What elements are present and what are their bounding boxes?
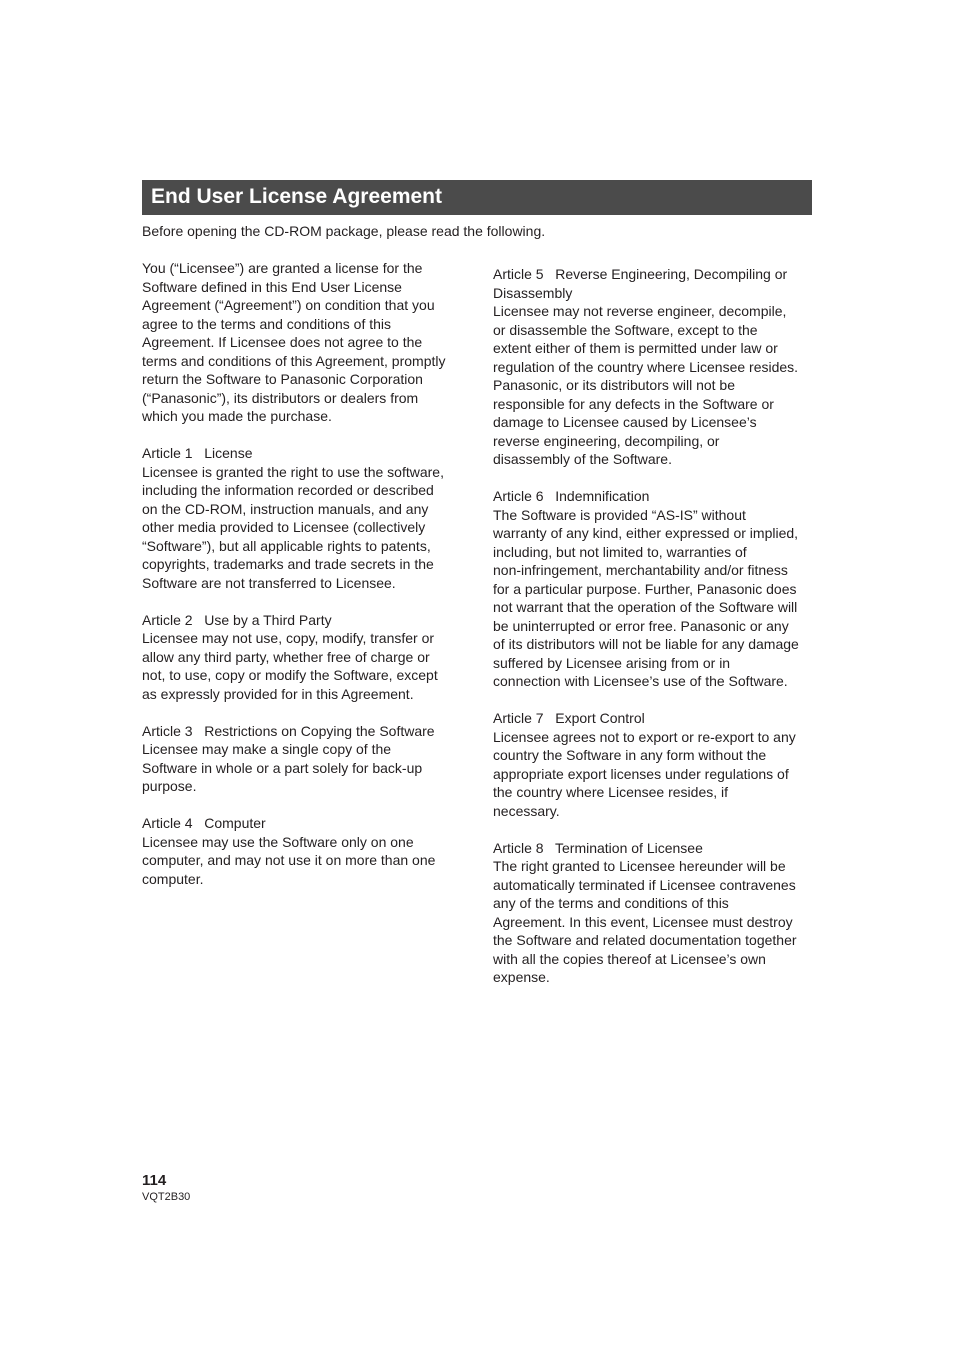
document-code: VQT2B30	[142, 1191, 191, 1203]
page-number: 114	[142, 1172, 167, 1189]
article-number: Article 3	[142, 722, 193, 739]
article-title: License	[204, 445, 253, 461]
article-title: Computer	[204, 815, 266, 831]
article-heading	[493, 265, 815, 302]
article-title: Indemnification	[555, 488, 650, 504]
article-number: Article 8	[493, 839, 544, 856]
article-body: Licensee may make a single copy of the Software in whole or a part solely for back-up purpose.	[142, 741, 423, 794]
article-number: Article 6	[493, 488, 544, 504]
article-title: Use by a Third Party	[204, 611, 332, 628]
article-3	[142, 722, 464, 796]
article-body: Licensee agrees not to export or re-export to any country the Software in any form without the appropriate export licenses under regulations of the country where Licensee resides, if necessary.	[493, 728, 796, 819]
article-number: Article 4	[142, 815, 193, 831]
article-2	[142, 611, 464, 704]
article-title: Export Control	[555, 710, 645, 726]
article-4	[142, 814, 464, 888]
right-column	[493, 265, 815, 1005]
article-heading	[493, 709, 815, 728]
article-1	[142, 444, 464, 592]
page-title: End User License Agreement	[151, 185, 442, 208]
title-bar	[142, 180, 812, 215]
article-7	[493, 709, 815, 820]
article-number: Article 5	[493, 266, 544, 282]
article-number: Article 1	[142, 445, 193, 461]
article-body: Licensee may not use, copy, modify, transfer or allow any third party, whether free of charge or not, to use, copy or modify the Software, except as expressly provided for in this Agreement.	[142, 630, 438, 702]
article-8	[493, 839, 815, 987]
article-body: Licensee is granted the right to use the software, including the information recorded or described on the CD-ROM, instruction manuals, and any other media provided to Licensee (collectively “Software”), but all applicable rights to patents, copyrights, trademarks and trade secrets in the Software are not transferred to Licensee.	[142, 463, 444, 591]
article-heading	[142, 814, 464, 833]
article-body: Licensee may use the Software only on one computer, and may not use it on more than one computer.	[142, 833, 436, 887]
article-title: Restrictions on Copying the Software	[204, 722, 435, 739]
article-body: The Software is provided “AS-IS” without warranty of any kind, either expressed or implied, including, but not limited to, warranties of non-infringement, merchantability and/or fitness for a particular purpose. Further, Panasonic does not warrant that the operation of the Software will be uninterrupted or error free. Panasonic or any of its distributors will not be liable for any damage suffered by Licensee arising from or in connection with Licensee’s use of the Software.	[493, 506, 799, 689]
article-body: The right granted to Licensee hereunder will be automatically terminated if Licensee contravenes any of the terms and conditions of this Agreement. In this event, Licensee must destroy the Software and related documentation together with all the copies thereof at Licensee’s own expense.	[493, 858, 797, 985]
article-heading	[142, 611, 464, 630]
article-number: Article 7	[493, 710, 544, 726]
article-heading	[142, 444, 464, 463]
article-heading	[142, 722, 464, 741]
article-6	[493, 487, 815, 691]
article-heading	[493, 487, 815, 506]
article-5	[493, 265, 815, 469]
article-title: Reverse Engineering, Decompiling or Disassembly	[493, 266, 788, 301]
preamble: You (“Licensee”) are granted a license for the Software defined in this End User License Agreement (“Agreement”) on condition that you agree to the terms and conditions of this Agreement. If Licensee does not agree to the terms and conditions of this Agreement, promptly return the Software to Panasonic Corporation (“Panasonic”), its distributors or dealers from which you made the purchase.	[142, 260, 446, 424]
left-column	[142, 259, 464, 907]
article-title: Termination of Licensee	[555, 839, 703, 856]
article-body: Licensee may not reverse engineer, decompile, or disassemble the Software, except to the extent either of them is permitted under law or regulation of the country where Licensee resides. Panasonic, or its distributors will not be responsible for any defects in the Software or damage to Licensee caused by Licensee’s reverse engineering, decompiling, or disassembly of the Software.	[493, 303, 799, 467]
article-heading	[493, 839, 815, 858]
intro-text: Before opening the CD-ROM package, please read the following.	[142, 223, 546, 239]
article-number: Article 2	[142, 611, 193, 628]
